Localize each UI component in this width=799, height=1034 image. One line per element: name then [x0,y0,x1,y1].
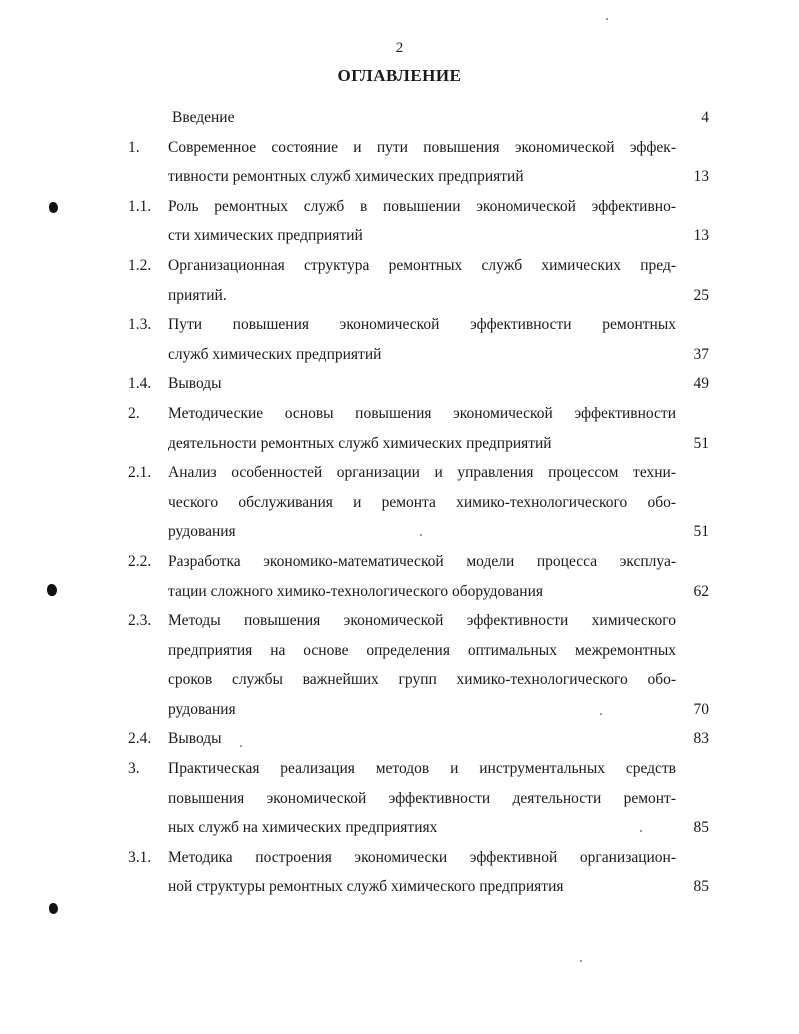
toc-line [0,310,799,340]
toc-entry-text: деятельности ремонтных служб химических предприятий [168,434,552,452]
toc-line [0,665,799,695]
toc-entry-text: рудования [168,523,236,541]
toc-entry-text: Разработка экономико-математической модели процесса эксплуа- [168,552,676,570]
scan-speck [600,713,602,715]
toc-entry-text: Выводы [168,730,222,748]
toc-entry-text: предприятия на основе определения оптимальных межремонтных [168,641,676,659]
toc-entry-number: 2.4. [128,730,152,748]
toc-entry-text: ной структуры ремонтных служб химического предприятия [168,878,564,896]
toc-entry-text: сти химических предприятий [168,227,363,245]
toc-entry-text: Методы повышения экономической эффективности химического [168,612,676,630]
toc-entry-page: 13 [693,227,709,245]
toc-line [0,577,799,607]
toc-line [0,636,799,666]
page-number: 2 [395,40,404,56]
toc-entry-number: 1.1. [128,197,152,215]
toc-entry-number: 3. [128,760,140,778]
toc-line [0,784,799,814]
toc-entry-text: Анализ особенностей организации и управления процессом техни- [168,464,676,482]
scan-blot-mark [49,202,58,213]
toc-line [0,133,799,163]
scan-speck [580,960,582,962]
toc-entry-number: 2.3. [128,612,152,630]
scan-speck [640,830,642,832]
toc-line [0,281,799,311]
toc-entry-text: повышения экономической эффективности деятельности ремонт- [168,789,676,807]
toc-entry-text: Введение [172,109,235,126]
toc-line [0,606,799,636]
toc-line [0,103,799,133]
toc-entry-text: тации сложного химико-технологического оборудования [168,582,543,600]
toc-entry-text: Практическая реализация методов и инструментальных средств [168,760,676,778]
toc-line [0,192,799,222]
toc-entry-text: тивности ремонтных служб химических предприятий [168,168,524,186]
toc-line [0,399,799,429]
scan-speck [606,18,608,20]
toc-entry-number: 3.1. [128,848,152,866]
toc-entry-number: 2.1. [128,464,152,482]
toc-entry-text: приятий. [168,286,227,304]
toc-line [0,458,799,488]
toc-entry-text: Методические основы повышения экономической эффективности [168,404,676,422]
toc-entry-page: 51 [693,523,709,541]
toc-line [0,340,799,370]
scan-speck [240,745,242,747]
toc-line [0,695,799,725]
toc-entry-text: рудования [168,700,236,718]
toc-line [0,162,799,192]
toc-entry-number: 2.2. [128,552,152,570]
toc-line [0,251,799,281]
scan-blot-mark [47,584,57,596]
toc-entry-text: Организационная структура ремонтных служб химических пред- [168,256,676,274]
toc-entry-page: 85 [693,819,709,837]
toc-line [0,517,799,547]
toc-entry-number: 1.4. [128,375,152,393]
toc-entry-number: 1. [128,138,140,156]
toc-line [0,488,799,518]
toc-line [0,813,799,843]
toc-entry-text: Методика построения экономически эффективной организацион- [168,848,676,866]
toc-entry-page: 25 [693,286,709,304]
toc-entry-text: ных служб на химических предприятиях [168,819,438,837]
toc-line [0,369,799,399]
table-of-contents [0,103,799,902]
toc-entry-page: 4 [701,109,709,126]
toc-entry-page: 49 [693,375,709,393]
toc-entry-number: 1.3. [128,316,152,334]
toc-line [0,872,799,902]
scan-speck [420,534,422,536]
toc-entry-page: 37 [693,345,709,363]
page-title: ОГЛАВЛЕНИЕ [337,66,462,85]
toc-entry-text: Современное состояние и пути повышения экономической эффек- [168,138,676,156]
toc-entry-text: служб химических предприятий [168,345,382,363]
toc-entry-number: 2. [128,404,140,422]
toc-entry-page: 51 [693,434,709,452]
toc-entry-text: Роль ремонтных служб в повышении экономической эффективно- [168,197,676,215]
toc-line [0,724,799,754]
toc-line [0,221,799,251]
toc-entry-page: 13 [693,168,709,186]
toc-entry-text: Пути повышения экономической эффективности ремонтных [168,316,676,334]
toc-entry-number: 1.2. [128,256,152,274]
toc-line [0,429,799,459]
scan-blot-mark [49,903,58,914]
toc-entry-text: сроков службы важнейших групп химико-технологического обо- [168,671,676,689]
toc-entry-page: 83 [693,730,709,748]
toc-line [0,547,799,577]
toc-entry-page: 85 [693,878,709,896]
toc-line [0,754,799,784]
toc-entry-text: ческого обслуживания и ремонта химико-технологического обо- [168,493,676,511]
toc-entry-text: Выводы [168,375,222,393]
toc-entry-page: 70 [693,700,709,718]
toc-entry-page: 62 [693,582,709,600]
toc-line [0,843,799,873]
